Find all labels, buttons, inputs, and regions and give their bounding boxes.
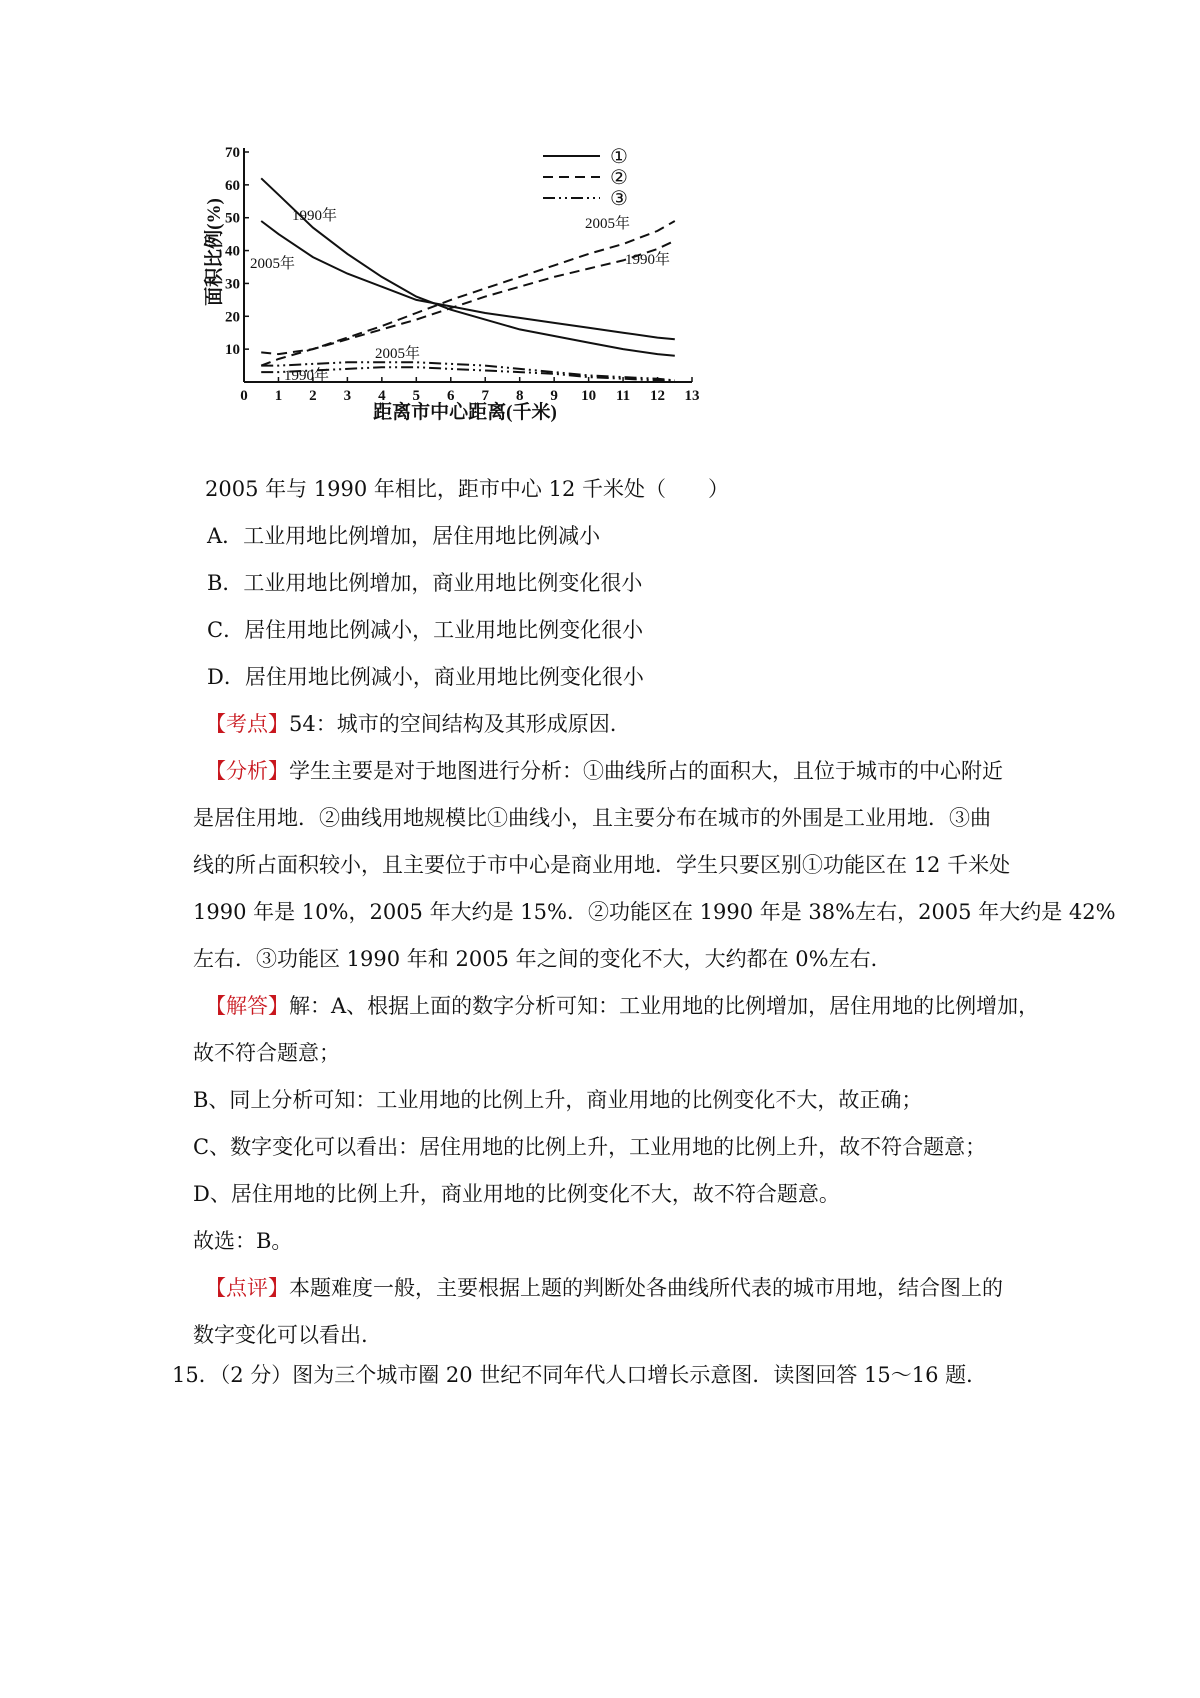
kaodian-text: 54：城市的空间结构及其形成原因. <box>289 712 617 736</box>
x-tick-label: 7 <box>481 388 489 404</box>
x-tick-label: 3 <box>343 388 352 404</box>
x-tick-label: 11 <box>615 388 631 404</box>
series-annotation: 1990年 <box>292 208 338 224</box>
option-b: B．工业用地比例增加，商业用地比例变化很小 <box>207 571 643 595</box>
land-use-chart <box>200 140 800 470</box>
y-tick-label: 30 <box>225 276 240 293</box>
option-d: D．居住用地比例减小，商业用地比例变化很小 <box>207 665 644 689</box>
x-tick-label: 5 <box>412 388 421 404</box>
dianping-line: 本题难度一般，主要根据上题的判断处各曲线所代表的城市用地，结合图上的 <box>289 1276 1003 1300</box>
y-tick-label: 50 <box>225 210 240 227</box>
legend-label: ② <box>610 167 628 189</box>
x-tick-label: 6 <box>447 388 455 404</box>
x-tick-label: 9 <box>550 388 558 404</box>
kaodian-tag: 【考点】 <box>205 712 289 736</box>
jieda-line: 解：A、根据上面的数字分析可知：工业用地的比例增加，居住用地的比例增加， <box>289 994 1040 1018</box>
legend-label: ③ <box>610 188 628 210</box>
jieda-line: 故选：B。 <box>193 1229 293 1253</box>
dianping-section <box>193 1265 1045 1359</box>
question-stem: 2005 年与 1990 年相比，距市中心 12 千米处（ ） <box>205 477 729 501</box>
x-tick-label: 8 <box>515 388 524 404</box>
fenxi-line: 线的所占面积较小，且主要位于市中心是商业用地．学生只要区别①功能区在 12 千米处 <box>193 853 1011 877</box>
series-annotation: 1990年 <box>625 252 671 268</box>
x-tick-label: 10 <box>581 388 597 404</box>
series-annotation: 2005年 <box>585 216 631 232</box>
x-tick-label: 1 <box>274 388 283 404</box>
dianping-line: 数字变化可以看出. <box>193 1323 368 1347</box>
y-tick-label: 70 <box>225 145 240 161</box>
x-axis-label: 距离市中心距离(千米) <box>373 402 557 423</box>
x-tick-label: 13 <box>684 388 700 404</box>
dianping-tag: 【点评】 <box>205 1276 289 1300</box>
fenxi-tag: 【分析】 <box>205 759 289 783</box>
x-tick-label: 0 <box>240 388 248 404</box>
chart-annotations <box>250 206 670 384</box>
fenxi-line: 学生主要是对于地图进行分析：①曲线所占的面积大，且位于城市的中心附近 <box>289 759 1003 783</box>
fenxi-line: 左右．③功能区 1990 年和 2005 年之间的变化不大，大约都在 0%左右． <box>193 947 892 971</box>
jieda-line: 故不符合题意； <box>193 1041 340 1065</box>
y-tick-label: 40 <box>225 243 240 260</box>
series-annotation: 2005年 <box>375 346 421 362</box>
fenxi-line: 1990 年是 10%，2005 年大约是 15%．②功能区在 1990 年是 38%左右，2005 年大约是 42% <box>193 900 1116 924</box>
jieda-line: C、数字变化可以看出：居住用地的比例上升，工业用地的比例上升，故不符合题意； <box>193 1135 987 1159</box>
jieda-line: B、同上分析可知：工业用地的比例上升，商业用地的比例变化不大，故正确； <box>193 1088 923 1112</box>
x-tick-label: 4 <box>378 388 386 404</box>
series-line <box>261 221 675 366</box>
series-annotation: 1990年 <box>284 368 330 384</box>
question-content <box>193 466 1116 1359</box>
y-tick-label: 10 <box>225 342 240 359</box>
y-tick-label: 60 <box>225 177 240 194</box>
x-tick-label: 2 <box>309 388 317 404</box>
kaodian-section <box>205 701 1045 748</box>
option-c: C．居住用地比例减小，工业用地比例变化很小 <box>207 618 644 642</box>
x-tick-label: 12 <box>650 388 666 404</box>
y-tick-label: 20 <box>225 309 240 326</box>
option-a: A．工业用地比例增加，居住用地比例减小 <box>207 524 601 548</box>
chart-legend <box>543 146 628 210</box>
chart-svg <box>200 140 800 470</box>
jieda-section <box>193 983 1045 1265</box>
next-question: 15．（2 分）图为三个城市圈 20 世纪不同年代人口增长示意图．读图回答 15～16 题． <box>172 1363 988 1387</box>
jieda-tag: 【解答】 <box>205 994 289 1018</box>
series-line <box>261 221 675 339</box>
series-line <box>261 241 675 354</box>
fenxi-section <box>193 748 1116 983</box>
jieda-line: D、居住用地的比例上升，商业用地的比例变化不大，故不符合题意。 <box>193 1182 840 1206</box>
fenxi-line: 是居住用地．②曲线用地规模比①曲线小，且主要分布在城市的外围是工业用地．③曲 <box>193 806 991 830</box>
y-axis-label: 面积比例(%) <box>204 198 225 306</box>
series-annotation: 2005年 <box>250 256 296 272</box>
legend-label: ① <box>610 146 628 168</box>
